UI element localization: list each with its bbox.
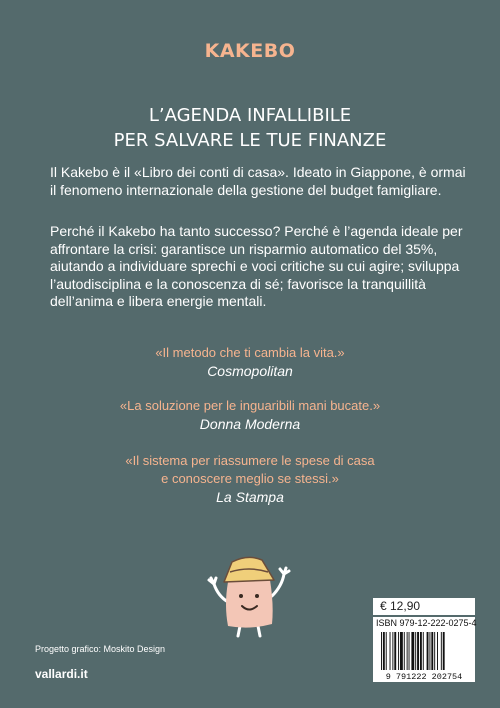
barcode-bar <box>404 632 405 670</box>
headline-line-1: L’AGENDA INFALLIBILE <box>148 105 352 126</box>
text-line: Perché il Kakebo ha tanto successo? Perché è l’agenda ideale per <box>50 223 463 239</box>
barcode-bar <box>383 632 385 670</box>
text-line: aiutando a individuare sprechi e voci critiche su cui agire; sviluppa <box>50 258 460 274</box>
barcode-bars <box>381 632 445 670</box>
barcode-bar <box>434 632 435 670</box>
headline-line-2: PER SALVARE LE TUE FINANZE <box>113 130 387 151</box>
barcode-bar <box>411 632 414 670</box>
quote-text: «La soluzione per le inguaribili mani bucate.» <box>119 398 381 413</box>
barcode-digits: 9 791222 202754 <box>385 672 463 682</box>
quote-text: «Il sistema per riassumere le spese di casa <box>125 453 375 468</box>
barcode-bar <box>441 632 442 670</box>
barcode-bar <box>394 632 396 670</box>
barcode-bar <box>398 632 399 670</box>
design-credit: Progetto grafico: Moskito Design <box>35 644 166 654</box>
quote-source: La Stampa <box>216 489 284 505</box>
price-label: € 12,90 <box>373 598 475 615</box>
barcode-bar <box>420 632 422 670</box>
barcode-bar <box>431 632 433 670</box>
quote-source: Donna Moderna <box>199 416 301 432</box>
barcode-bar <box>423 632 424 670</box>
isbn-label: ISBN 979-12-222-0275-4 <box>373 617 475 629</box>
mascot-eye-left <box>239 594 243 598</box>
barcode-bar <box>437 632 438 670</box>
barcode-bar <box>429 632 430 670</box>
mascot-arm-right <box>272 568 289 596</box>
mascot-body <box>226 580 273 628</box>
text-line: dell’anima e libera energie mentali. <box>50 293 267 309</box>
brand-title: KAKEBO <box>204 40 296 62</box>
intro-paragraph <box>50 164 470 199</box>
barcode-bar <box>417 632 419 670</box>
mascot-eye-right <box>255 594 259 598</box>
publisher-website-link[interactable]: vallardi.it <box>35 667 88 681</box>
barcode <box>373 629 475 682</box>
quote-text: e conoscere meglio se stessi.» <box>161 471 339 486</box>
text-line: l’autodisciplina e la conoscenza di sé; favorisce la tranquillità <box>50 275 426 292</box>
barcode-bar <box>415 632 416 670</box>
benefits-paragraph <box>50 223 470 311</box>
quote-cosmopolitan <box>0 344 500 380</box>
barcode-bar <box>390 632 391 670</box>
barcode-bar <box>443 632 445 670</box>
barcode-bar <box>392 632 393 670</box>
mascot-illustration <box>202 550 294 638</box>
barcode-bar <box>400 632 403 670</box>
quote-la-stampa <box>0 452 500 506</box>
barcode-bar <box>427 632 429 670</box>
quote-source: Cosmopolitan <box>207 363 293 379</box>
quote-donna-moderna <box>0 397 500 433</box>
text-line: il fenomeno internazionale della gestione del budget famigliare. <box>50 181 442 198</box>
barcode-bar <box>407 632 408 670</box>
barcode-bar <box>381 632 382 670</box>
text-line: Il Kakebo è il «Libro dei conti di casa». Ideato in Giappone, è ormai <box>50 164 466 180</box>
headline <box>0 103 500 153</box>
quote-text: «Il metodo che ti cambia la vita.» <box>155 345 345 360</box>
barcode-bar <box>409 632 410 670</box>
text-line: affrontare la crisi: garantisce un risparmio automatico del 35%, <box>50 240 438 257</box>
barcode-bar <box>386 632 387 670</box>
